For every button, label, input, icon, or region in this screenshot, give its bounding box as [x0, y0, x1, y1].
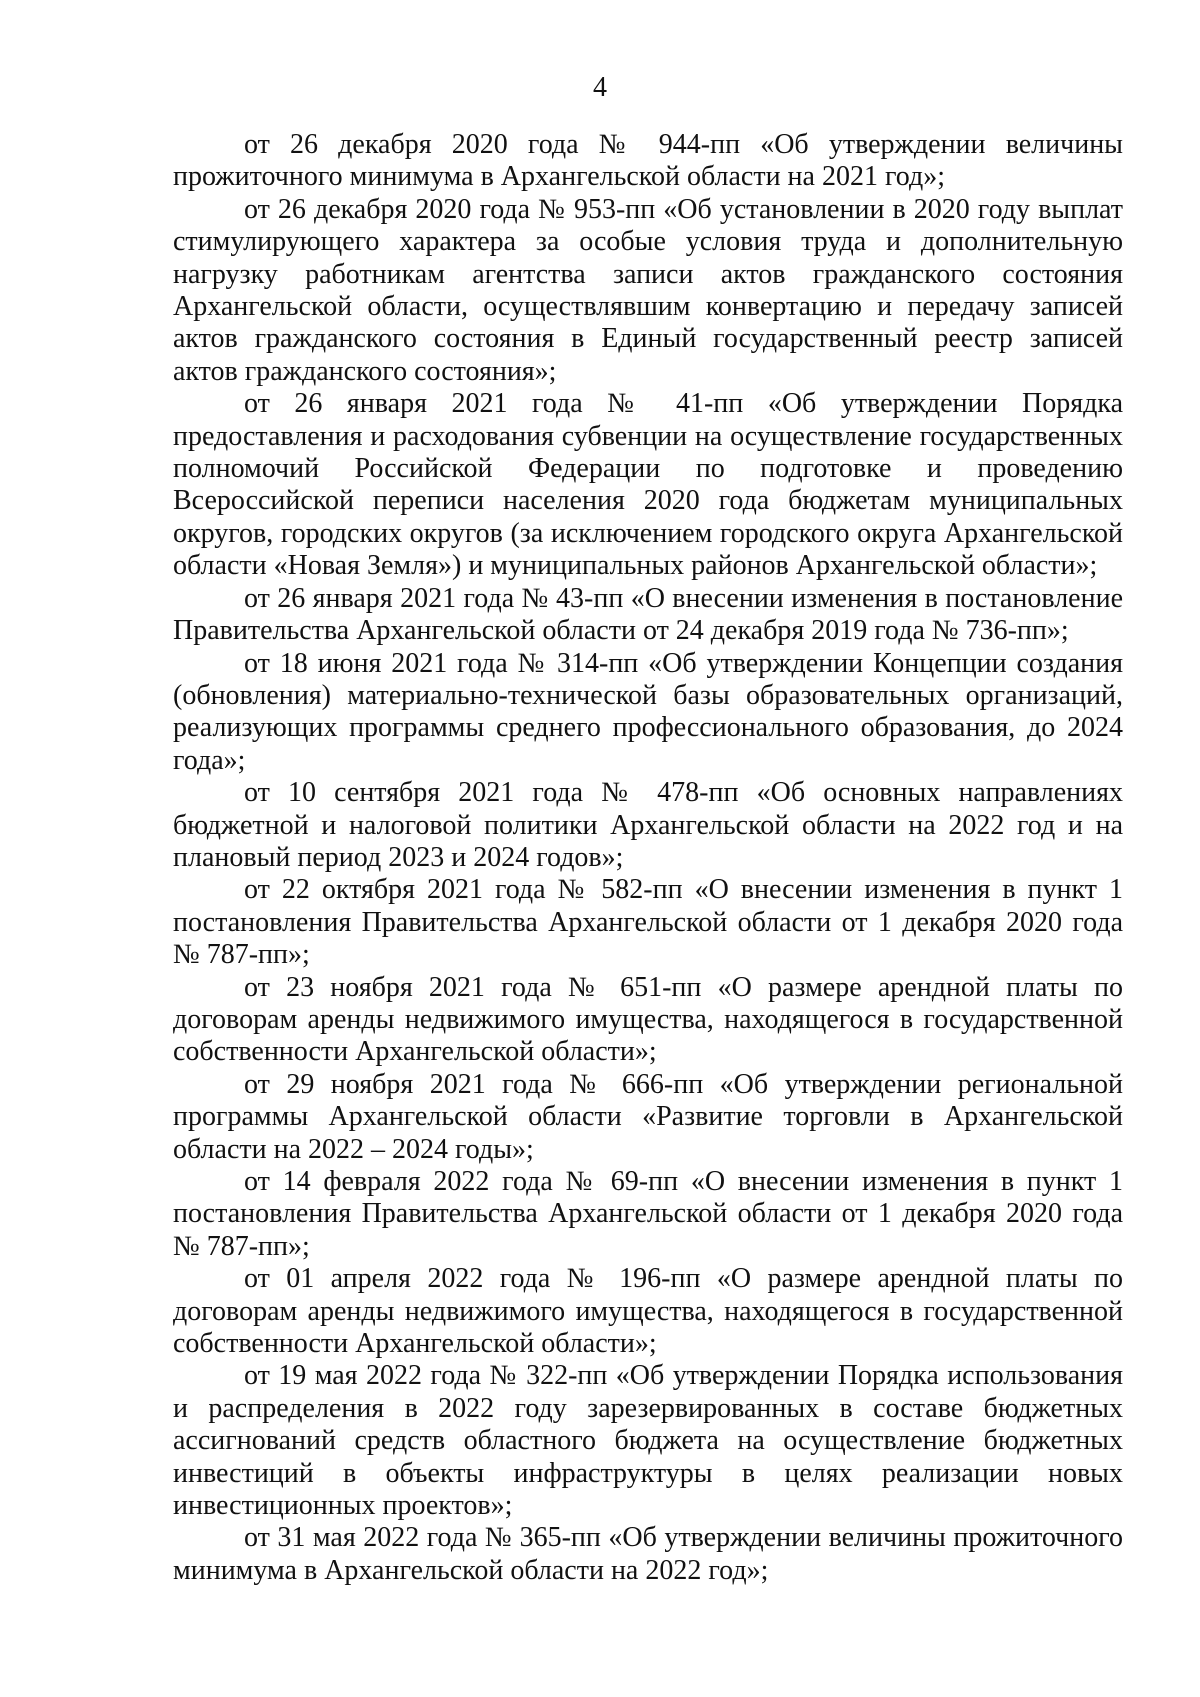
list-item-resolution-43: от 26 января 2021 года № 43-пп «О внесении изменения в постановление Правительства Архангельской области от 24 декабря 2019 года № 736-пп»; [173, 582, 1123, 647]
list-item-resolution-69: от 14 февраля 2022 года № 69-пп «О внесении изменения в пункт 1 постановления Правительства Архангельской области от 1 декабря 2020 года № 787-пп»; [173, 1166, 1123, 1262]
list-item-resolution-478: от 10 сентября 2021 года № 478-пп «Об основных направлениях бюджетной и налоговой политики Архангельской области на 2022 год и на плановый период 2023 и 2024 годов»; [173, 777, 1123, 873]
page-number: 4 [593, 72, 607, 103]
list-item-resolution-944: от 26 декабря 2020 года № 944-пп «Об утверждении величины прожиточного минимума в Архангельской области на 2021 год»; [173, 129, 1123, 193]
document-body [173, 129, 1123, 1587]
list-item-resolution-41: от 26 января 2021 года № 41-пп «Об утверждении Порядка предоставления и расходования субвенции на осуществление государственных полномочий Российской Федерации по подготовке и проведению Всероссийской переписи населения 2020 года бюджетам муниципальных округов, городских округов (за исключением городского округа Архангельской области «Новая Земля») и муниципальных районов Архангельской области»; [173, 388, 1123, 582]
list-item-resolution-953: от 26 декабря 2020 года № 953-пп «Об установлении в 2020 году выплат стимулирующего характера за особые условия труда и дополнительную нагрузку работникам агентства записи актов гражданского состояния Архангельской области, осуществлявшим конвертацию и передачу записей актов гражданского состояния в Единый государственный реестр записей актов гражданского состояния»; [173, 193, 1123, 387]
list-item-resolution-314: от 18 июня 2021 года № 314-пп «Об утверждении Концепции создания (обновления) материально-технической базы образовательных организаций, реализующих программы среднего профессионального образования, до 2024 года»; [173, 647, 1123, 776]
list-item-resolution-322: от 19 мая 2022 года № 322-пп «Об утверждении Порядка использования и распределения в 2022 году зарезервированных в составе бюджетных ассигнований средств областного бюджета на осуществление бюджетных инвестиций в объекты инфраструктуры в целях реализации новых инвестиционных проектов»; [173, 1360, 1123, 1522]
list-item-resolution-651: от 23 ноября 2021 года № 651-пп «О размере арендной платы по договорам аренды недвижимого имущества, находящегося в государственной собственности Архангельской области»; [173, 971, 1123, 1068]
list-item-resolution-582: от 22 октября 2021 года № 582-пп «О внесении изменения в пункт 1 постановления Правительства Архангельской области от 1 декабря 2020 года № 787-пп»; [173, 874, 1123, 971]
list-item-resolution-365: от 31 мая 2022 года № 365-пп «Об утверждении величины прожиточного минимума в Архангельской области на 2022 год»; [173, 1522, 1123, 1586]
list-item-resolution-196: от 01 апреля 2022 года № 196-пп «О размере арендной платы по договорам аренды недвижимого имущества, находящегося в государственной собственности Архангельской области»; [173, 1263, 1123, 1360]
list-item-resolution-666: от 29 ноября 2021 года № 666-пп «Об утверждении региональной программы Архангельской области «Развитие торговли в Архангельской области на 2022 – 2024 годы»; [173, 1068, 1123, 1165]
